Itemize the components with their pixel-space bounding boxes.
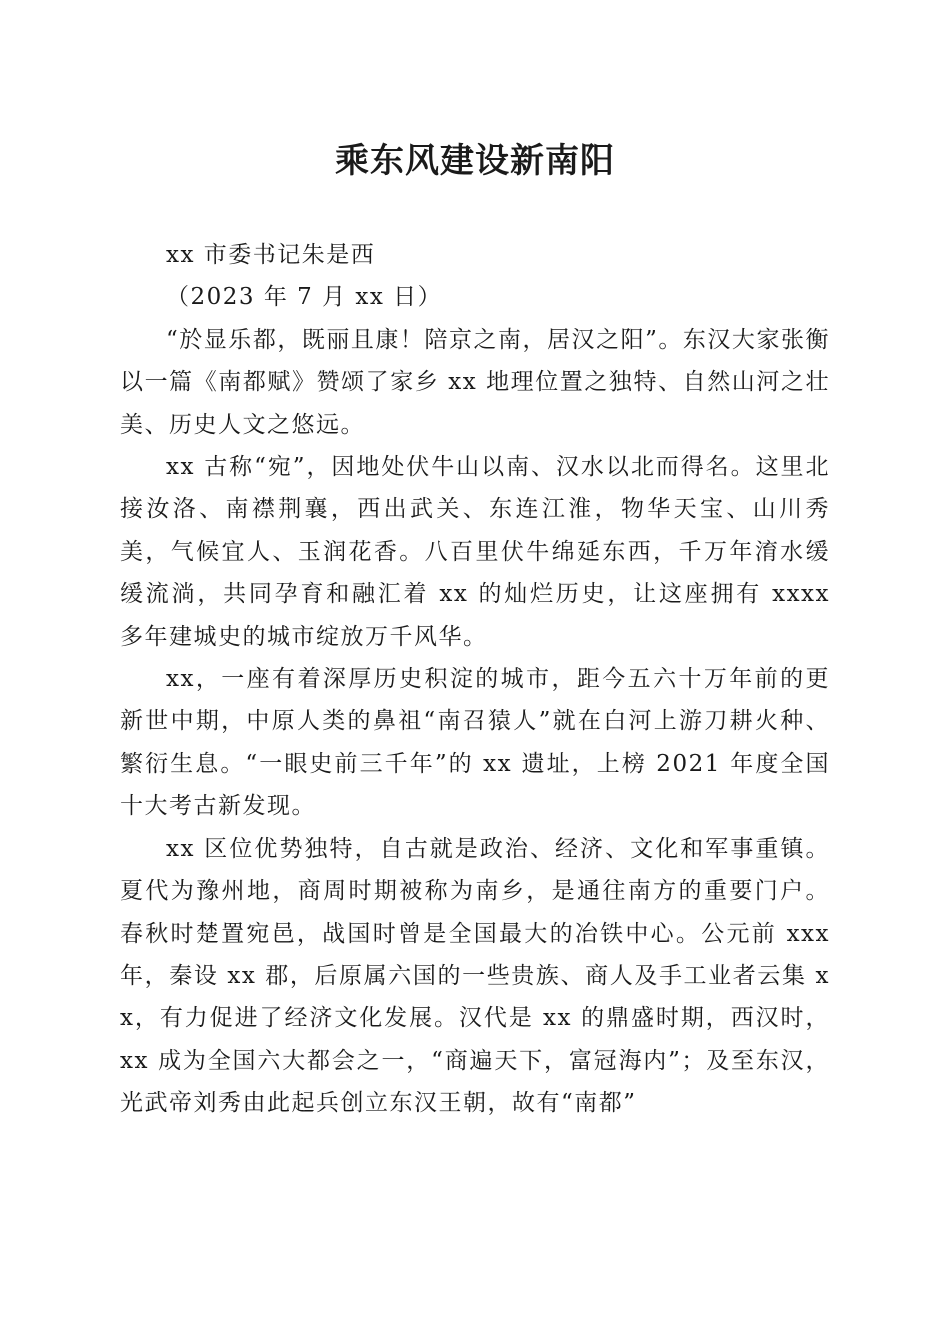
document-title: 乘东风建设新南阳 [335, 141, 615, 181]
author-line: xx 市委书记朱是西 [166, 242, 376, 268]
document-body [120, 234, 830, 1125]
paragraph: xx 古称“宛”，因地处伏牛山以南、汉水以北而得名。这里北接汝洛、南襟荆襄，西出武关、东连江淮，物华天宝、山川秀美，气候宜人、玉润花香。八百里伏牛绵延东西，千万年淯水缓缓流淌，共同孕育和融汇着 xx 的灿烂历史，让这座拥有 xxxx 多年建城史的城市绽放万千风华。 [120, 454, 830, 650]
paragraph: xx，一座有着深厚历史积淀的城市，距今五六十万年前的更新世中期，中原人类的鼻祖“南召猿人”就在白河上游刀耕火种、繁衍生息。“一眼史前三千年”的 xx 遗址，上榜 2021 年度全国十大考古新发现。 [120, 666, 830, 820]
paragraph: xx 区位优势独特，自古就是政治、经济、文化和军事重镇。夏代为豫州地，商周时期被称为南乡，是通往南方的重要门户。春秋时楚置宛邑，战国时曾是全国最大的冶铁中心。公元前 xxx 年，秦设 xx 郡，后原属六国的一些贵族、商人及手工业者云集 xx，有力促进了经济文化发展。汉代是 xx 的鼎盛时期，西汉时，xx 成为全国六大都会之一，“商遍天下，富冠海内”；及至东汉，光武帝刘秀由此起兵创立东汉王朝，故有“南都” [120, 835, 830, 1117]
date-line: （2023 年 7 月 xx 日） [166, 284, 443, 311]
paragraph: “於显乐都，既丽且康！陪京之南，居汉之阳”。东汉大家张衡以一篇《南都赋》赞颂了家乡 xx 地理位置之独特、自然山河之壮美、历史人文之悠远。 [120, 326, 830, 438]
